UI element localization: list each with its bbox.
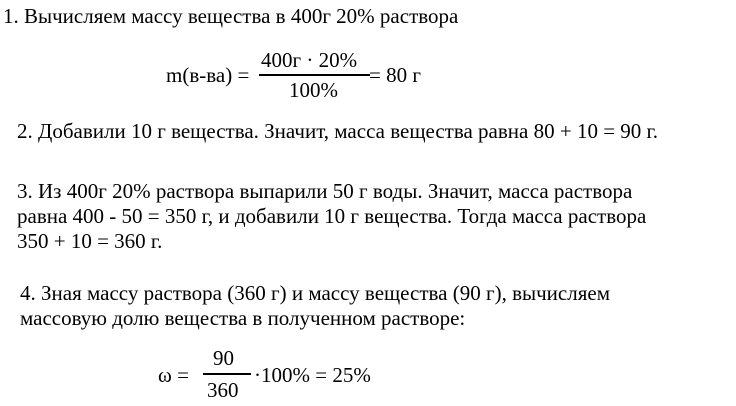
formula-2-denominator: 360: [207, 378, 239, 402]
formula-2-lhs: ω =: [158, 363, 189, 387]
step-1-text: 1. Вычисляем массу вещества в 400г 20% раствора: [3, 4, 459, 28]
formula-1-rhs: = 80 г: [369, 63, 421, 87]
step-2-text: 2. Добавили 10 г вещества. Значит, масса вещества равна 80 + 10 = 90 г.: [17, 119, 659, 143]
mass-of-substance-formula: [166, 48, 426, 102]
mass-fraction-formula: [158, 346, 398, 400]
step-3-line-1: 3. Из 400г 20% раствора выпарили 50 г воды. Значит, масса раствора: [17, 179, 633, 203]
step-4-line-1: 4. Зная массу раствора (360 г) и массу вещества (90 г), вычисляем: [20, 281, 610, 305]
step-3-line-2: равна 400 - 50 = 350 г, и добавили 10 г вещества. Тогда масса раствора: [17, 204, 647, 228]
formula-2-numerator: 90: [213, 346, 234, 370]
formula-1-lhs: m(в-ва) =: [166, 63, 250, 87]
formula-1-fraction-bar: [259, 74, 370, 76]
step-3-line-3: 350 + 10 = 360 г.: [17, 229, 163, 253]
formula-2-rhs: ·100% = 25%: [254, 363, 371, 387]
formula-2-fraction-bar: [203, 373, 251, 375]
formula-1-denominator: 100%: [289, 78, 338, 102]
step-4-line-2: массовую долю вещества в полученном растворе:: [20, 306, 466, 330]
formula-1-numerator: 400г · 20%: [261, 48, 358, 72]
